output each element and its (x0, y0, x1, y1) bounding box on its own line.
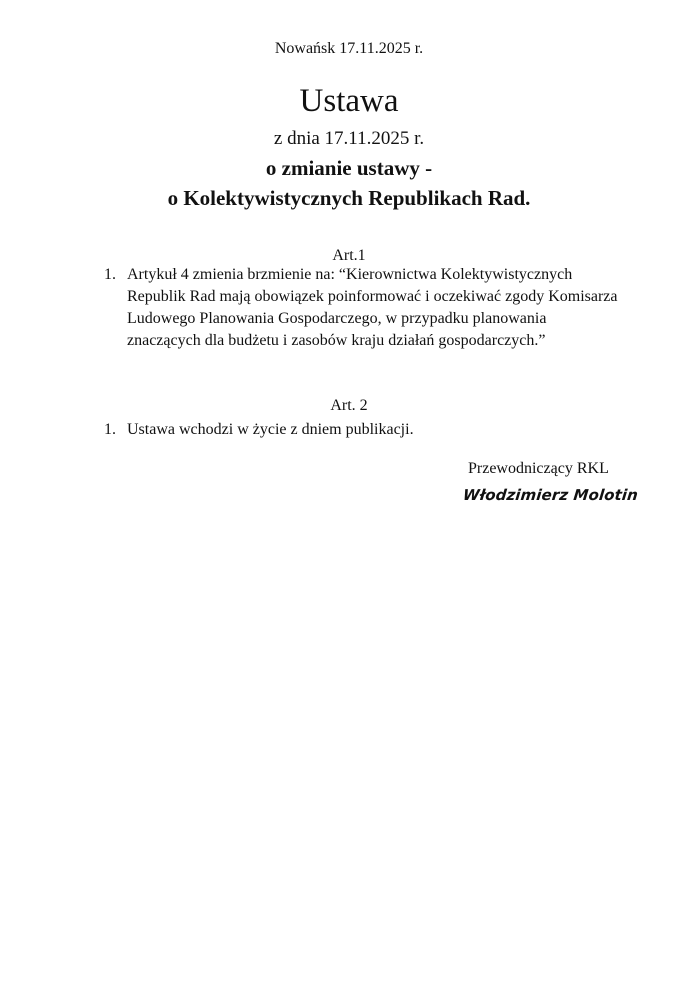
document-subject-line-2: o Kolektywistycznych Republikach Rad. (167, 186, 531, 210)
document-title: Ustawa (299, 83, 399, 119)
place-date: Nowańsk 17.11.2025 r. (274, 40, 424, 57)
point-text: Artykuł 4 zmienia brzmienie na: “Kierownictwa Kolektywistycznych Republik Rad mają obowiązek poinformować i oczekiwać zgody Komisarza Ludowego Planowania Gospodarczego, w przypadku planowania znaczących dla budżetu i zasobów kraju działań gospodarczych.” (127, 266, 618, 349)
point-number: 1. (104, 421, 116, 438)
signer-title: Przewodniczący RKL (468, 460, 609, 477)
article-2-heading: Art. 2 (330, 397, 368, 414)
document-subject-line-1: o zmianie ustawy - (265, 156, 433, 180)
document-date: z dnia 17.11.2025 r. (273, 128, 425, 149)
point-number: 1. (104, 266, 116, 283)
article-1-point-1 (104, 264, 624, 352)
article-2-point-1 (104, 419, 624, 441)
handwritten-signature: Włodzimierz Molotin (462, 486, 639, 504)
article-1-heading: Art.1 (332, 247, 366, 264)
point-text: Ustawa wchodzi w życie z dniem publikacji. (127, 421, 414, 438)
